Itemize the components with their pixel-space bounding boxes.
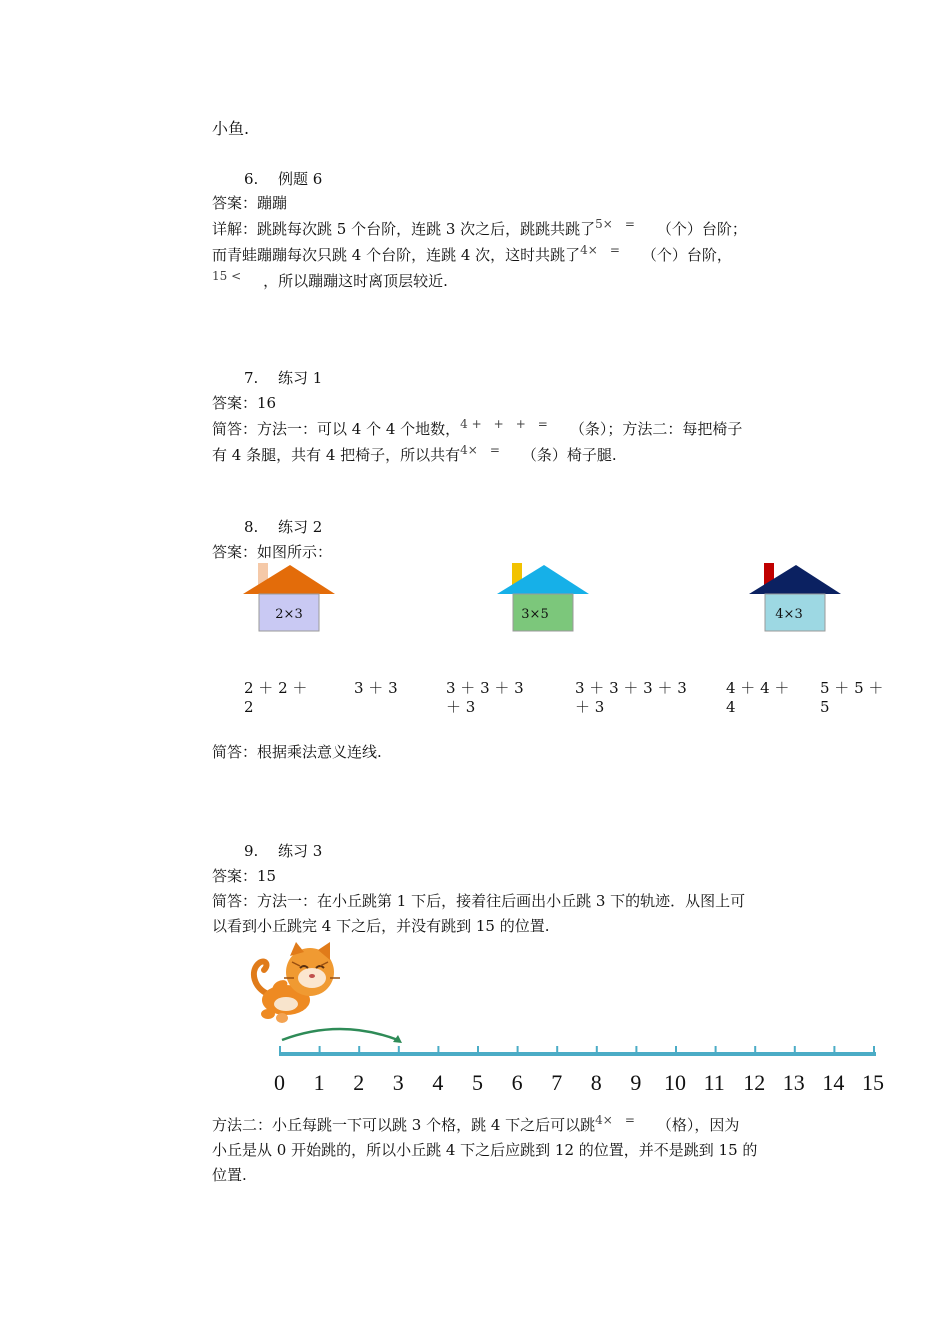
house-2-roof <box>497 565 589 594</box>
option-3-line-1: 3 ＋ 3 ＋ 3 <box>446 679 524 697</box>
q7-brief-2-unit: （条）椅子腿. <box>521 446 617 464</box>
q9-brief-1: 简答：方法一：在小丘跳第 1 下后，接着往后画出小丘跳 3 下的轨迹．从图上可 <box>212 892 746 910</box>
q6-detail-1-expr: 5× = <box>595 217 635 231</box>
option-3-line-2: ＋ 3 <box>446 698 476 716</box>
house-2 <box>494 562 594 634</box>
number-label-5: 5 <box>472 1070 483 1095</box>
number-label-9: 9 <box>630 1070 642 1095</box>
option-1-line-1: 2 ＋ 2 ＋ <box>244 679 308 697</box>
q9-method2-text: 方法二：小丘每跳一下可以跳 3 个格，跳 4 下之后可以跳 <box>212 1116 596 1134</box>
option-1-line-2: 2 <box>244 698 254 716</box>
option-6-line-1: 5 ＋ 5 ＋ <box>820 679 884 697</box>
number-label-10: 10 <box>664 1070 686 1095</box>
number-label-13: 13 <box>782 1070 805 1095</box>
number-label-11: 11 <box>703 1070 725 1095</box>
q7-brief-1-expr: 4 + + + = <box>460 417 548 431</box>
q8-brief: 简答：根据乘法意义连线. <box>212 743 382 761</box>
q7-number: 7. <box>244 369 259 387</box>
q6-detail-1-unit: （个）台阶； <box>656 220 747 238</box>
q7-brief-2 <box>212 443 617 465</box>
house-1-roof <box>243 565 335 594</box>
q8-number: 8. <box>244 518 259 536</box>
number-label-8: 8 <box>590 1070 602 1095</box>
number-label-12: 12 <box>743 1070 766 1095</box>
house-2-label: 3×5 <box>521 607 549 622</box>
q9-method2-2: 小丘是从 0 开始跳的，所以小丘跳 4 下之后应跳到 12 的位置，并不是跳到 15 的 <box>212 1141 758 1159</box>
q6-detail-2 <box>212 243 732 265</box>
q9-method2-3: 位置. <box>212 1166 247 1184</box>
number-label-3: 3 <box>392 1070 404 1095</box>
q7-title: 练习 1 <box>278 369 323 387</box>
number-label-14: 14 <box>822 1070 845 1095</box>
option-5-line-1: 4 ＋ 4 ＋ <box>726 679 790 697</box>
q6-detail-2-unit: （个）台阶， <box>641 246 732 264</box>
q9-brief-2: 以看到小丘跳完 4 下之后，并没有跳到 15 的位置. <box>212 917 550 935</box>
q7-brief-2-text: 有 4 条腿，共有 4 把椅子，所以共有 <box>212 446 461 464</box>
cat-tail <box>254 962 268 994</box>
option-5-line-2: 4 <box>726 698 736 716</box>
q9-number: 9. <box>244 842 259 860</box>
number-label-2: 2 <box>353 1070 365 1095</box>
option-2-line-1: 3 ＋ 3 <box>354 679 398 697</box>
q6-detail-2-text: 而青蛙蹦蹦每次只跳 4 个台阶，连跳 4 次，这时共跳了 <box>212 246 581 264</box>
q6-answer: 答案：蹦蹦 <box>212 194 288 212</box>
house-1 <box>240 562 340 634</box>
q9-method2-unit: （格），因为 <box>656 1116 740 1134</box>
jump-arc <box>282 1029 398 1040</box>
option-4-line-1: 3 ＋ 3 ＋ 3 ＋ 3 <box>575 679 687 697</box>
q7-brief-1-unit: （条）；方法二：每把椅子 <box>569 420 743 438</box>
option-4 <box>575 679 687 717</box>
cat-illustration <box>246 942 346 1027</box>
q8-title: 练习 2 <box>278 518 323 536</box>
cat-back-leg <box>261 1009 275 1019</box>
q7-brief-2-expr: 4× = <box>460 443 500 457</box>
number-line <box>270 1026 910 1066</box>
q6-detail-3-expr: 15 < <box>212 269 242 283</box>
option-6 <box>820 679 883 717</box>
number-label-6: 6 <box>511 1070 523 1095</box>
q8-answer: 答案：如图所示： <box>212 543 333 561</box>
q6-detail-3 <box>212 269 448 291</box>
q6-number: 6. <box>244 170 259 188</box>
option-1 <box>244 679 307 717</box>
house-1-label: 2×3 <box>275 607 303 622</box>
number-label-7: 7 <box>551 1070 563 1095</box>
option-6-line-2: 5 <box>820 698 830 716</box>
number-label-0: 0 <box>274 1070 285 1095</box>
cat-front-leg <box>276 1013 288 1023</box>
q6-detail-1-text: 详解：跳跳每次跳 5 个台阶，连跳 3 次之后，跳跳共跳了 <box>212 220 596 238</box>
option-5 <box>726 679 789 717</box>
house-3-roof <box>749 565 841 594</box>
cat-belly <box>274 997 298 1011</box>
q9-answer: 答案：15 <box>212 867 277 885</box>
q6-title: 例题 6 <box>278 170 323 188</box>
intro-text: 小鱼. <box>212 119 250 138</box>
house-3-label: 4×3 <box>775 607 803 622</box>
q9-method2-expr: 4× = <box>595 1113 635 1127</box>
q7-brief-1-text: 简答：方法一：可以 4 个 4 个地数， <box>212 420 461 438</box>
option-3 <box>446 679 524 717</box>
house-3 <box>746 562 846 634</box>
number-label-15: 15 <box>862 1070 884 1095</box>
cat-nose <box>309 974 315 978</box>
option-2 <box>354 679 398 698</box>
option-4-line-2: ＋ 3 <box>575 698 605 716</box>
number-label-4: 4 <box>432 1070 444 1095</box>
q6-detail-1 <box>212 217 747 239</box>
q9-method2-1 <box>212 1113 740 1135</box>
q6-detail-2-expr: 4× = <box>580 243 620 257</box>
q9-title: 练习 3 <box>278 842 323 860</box>
number-label-1: 1 <box>313 1070 325 1095</box>
q6-detail-3-text: ，所以蹦蹦这时离顶层较近. <box>263 272 448 290</box>
q7-answer: 答案：16 <box>212 394 277 412</box>
q7-brief-1 <box>212 417 743 439</box>
